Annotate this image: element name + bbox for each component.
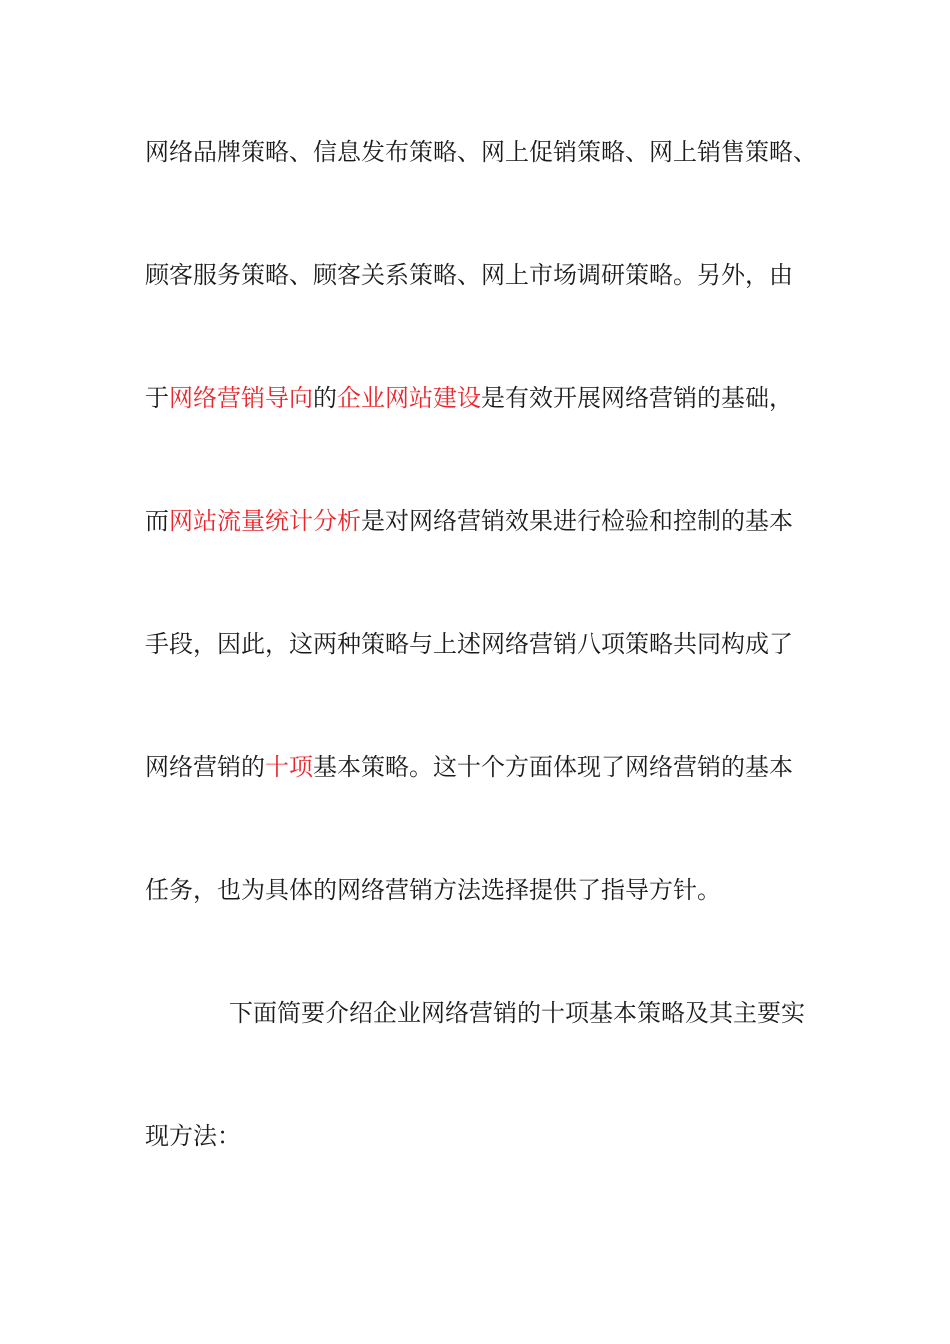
text-line-6: [145, 751, 793, 783]
text-segment: 而: [145, 507, 169, 535]
text-line-7: 任务，也为具体的网络营销方法选择提供了指导方针。: [145, 876, 721, 904]
text-segment: 是对网络营销效果进行检验和控制的基本: [361, 507, 793, 535]
highlight-term-website-construction: 企业网站建设: [337, 384, 481, 412]
text-segment: 基本策略。这十个方面体现了网络营销的基本: [313, 753, 793, 781]
text-line-8-indented: 下面简要介绍企业网络营销的十项基本策略及其主要实: [229, 999, 805, 1027]
text-segment: 的: [313, 384, 337, 412]
text-line-5: 手段，因此，这两种策略与上述网络营销八项策略共同构成了: [145, 630, 793, 658]
highlight-term-marketing-orientation: 网络营销导向: [169, 384, 313, 412]
text-line-1: 网络品牌策略、信息发布策略、网上促销策略、网上销售策略、: [145, 138, 817, 166]
text-segment: 是有效开展网络营销的基础，: [481, 384, 793, 412]
highlight-term-traffic-analysis: 网站流量统计分析: [169, 507, 361, 535]
text-line-4: [145, 505, 793, 537]
text-segment: 网络营销的: [145, 753, 265, 781]
text-segment: 于: [145, 384, 169, 412]
highlight-term-ten-items: 十项: [265, 753, 313, 781]
text-line-3: [145, 382, 793, 414]
text-line-2: 顾客服务策略、顾客关系策略、网上市场调研策略。另外，由: [145, 261, 793, 289]
text-line-9: 现方法：: [145, 1122, 241, 1150]
